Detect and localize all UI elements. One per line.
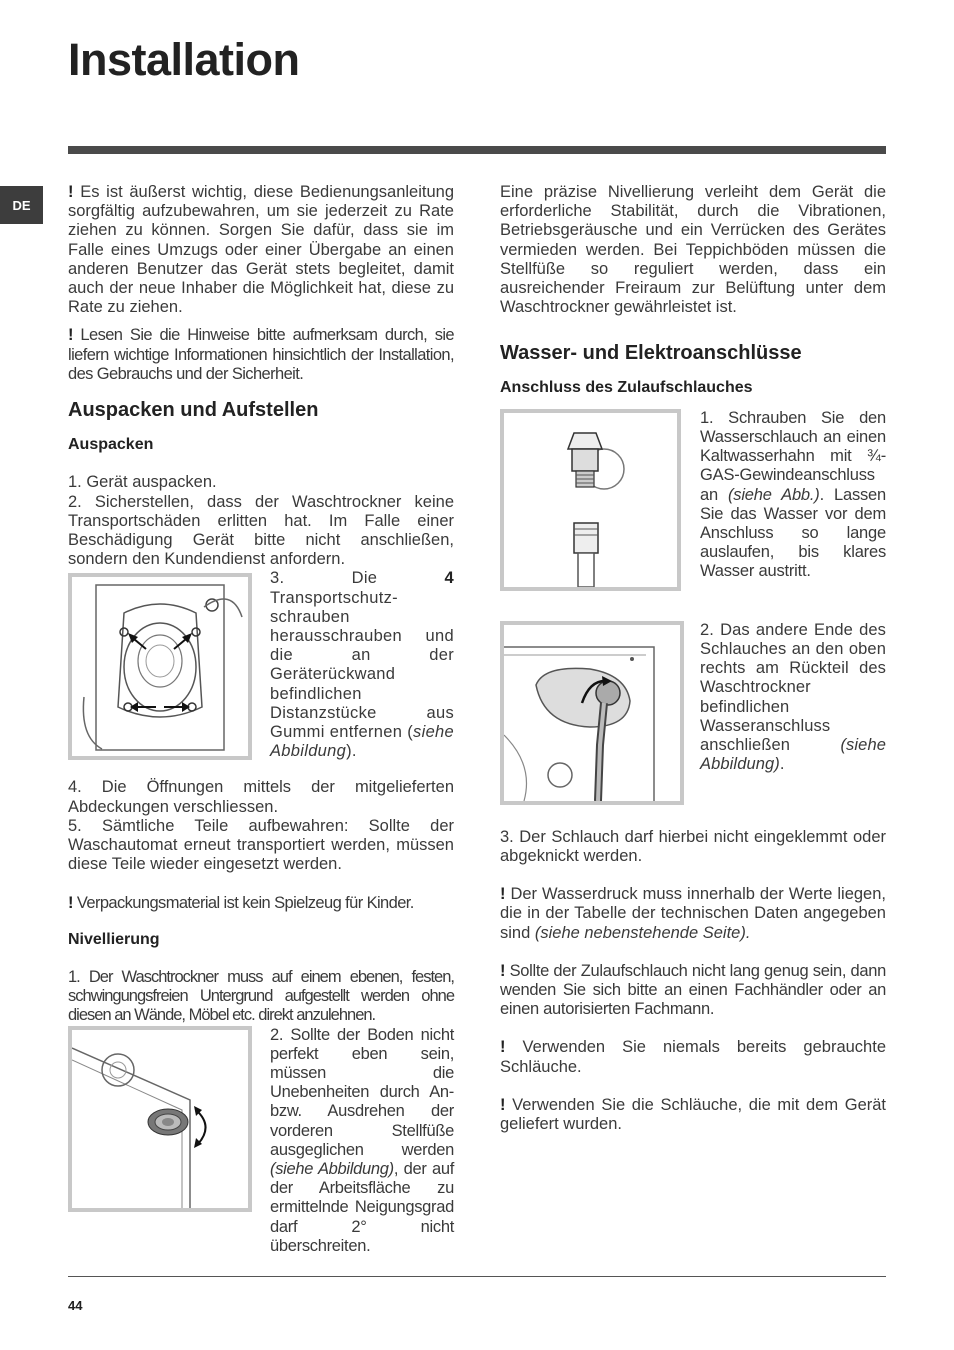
step-1: 1. Gerät auspacken. (68, 473, 217, 492)
step-3-row (68, 569, 454, 761)
warning-mark: ! (68, 326, 73, 345)
warning-mark: ! (500, 1095, 506, 1114)
subheading-auspacken: Auspacken (68, 436, 154, 454)
page-title: Installation (68, 34, 300, 85)
tap-and-hose-illustration (504, 413, 677, 587)
leveling-row (68, 1026, 454, 1256)
leveling-step-1: 1. Der Waschtrockner muss auf einem ebenen, festen, schwingungsfreien Untergrund aufgestellt werden ohne diesen an Wände, Möbel etc. direkt anzulehnen. (68, 967, 454, 1025)
machine-inlet-figure (500, 621, 684, 805)
leveling-feet-figure (68, 1026, 252, 1212)
connection-1-row (500, 409, 886, 591)
adjustable-foot-illustration (72, 1030, 248, 1208)
warning-mark: ! (500, 885, 506, 904)
subheading-nivellierung: Nivellierung (68, 930, 160, 948)
warning-supplied-hoses: ! Verwenden Sie die Schläuche, die mit dem Gerät geliefert wurden. (500, 1095, 886, 1134)
warning-hose-length: ! Sollte der Zulaufschlauch nicht lang genug sein, dann wenden Sie sich bitte an einen Fachhändler oder an einen autorisierten Fachmann. (500, 961, 886, 1019)
transport-screws-figure (68, 573, 252, 760)
tap-connection-figure (500, 409, 681, 591)
warning-mark: ! (68, 183, 74, 201)
page-number: 44 (68, 1298, 83, 1313)
leveling-explanation: Eine präzise Nivellierung verleiht dem Gerät die erforderliche Stabilität, durch die Vibrationen, Betriebsgeräusche und ein Verrücken des Gerätes vermieden werden. Bei Teppichböden müssen die Stellfüße so reguliert werden, dass ein ausreichender Freiraum zur Belüftung unter dem Waschtrockner gewährleistet ist. (500, 183, 886, 317)
warning-mark: ! (500, 1038, 506, 1057)
connection-step-2: 2. Das andere Ende des Schlauches an den oben rechts am Rückteil des Waschtrockner befindlichen Wasseranschluss anschließen (siehe Abbildung). (700, 620, 886, 774)
packaging-note: ! Verpackungsmaterial ist kein Spielzeug für Kinder. (68, 893, 414, 912)
connection-step-1: 1. Schrauben Sie den Wasserschlauch an einen Kaltwasserhahn mit ¾-GAS-Gewindeanschluss an (siehe Abb.). Lassen Sie das Wasser vor dem Anschluss so lange auslaufen, bis klares Wasser austritt. (700, 408, 886, 581)
heading-anschluesse: Wasser- und Elektroanschlüsse (500, 342, 802, 365)
step-4: 4. Die Öffnungen mittels der mitgelieferten Abdeckungen verschliessen. (68, 778, 454, 816)
connection-step-3: 3. Der Schlauch darf hierbei nicht eingeklemmt oder abgeknickt werden. (500, 827, 886, 866)
leveling-step-2: 2. Sollte der Boden nicht perfekt eben sein, müssen die Unebenheiten durch An- bzw. Ausdrehen der vorderen Stellfüße ausgeglichen werden (siehe Abbildung), der auf der Arbeitsfläche zu ermittelnde Neigungsgrad darf 2° nicht überschreiten. (270, 1025, 454, 1255)
header-rule (68, 146, 886, 154)
inlet-hose-illustration (504, 625, 680, 801)
intro-paragraph-2: ! Lesen Sie die Hinweise bitte aufmerksam durch, sie liefern wichtige Informationen hinsichtlich der Installation, des Gebrauchs und der Sicherheit. (68, 326, 454, 383)
warning-pressure: ! Der Wasserdruck muss innerhalb der Werte liegen, die in der Tabelle der technischen Daten angegeben sind (siehe nebenstehende Seite). (500, 885, 886, 942)
step-5: 5. Sämtliche Teile aufbewahren: Sollte der Waschautomat erneut transportiert werden, müssen diese Teile wieder eingesetzt werden. (68, 816, 454, 874)
language-tab: DE (0, 186, 43, 224)
warning-mark: ! (500, 961, 506, 980)
washer-back-illustration (72, 577, 248, 756)
left-column (68, 183, 454, 1256)
step-2: 2. Sicherstellen, dass der Waschtrockner keine Transportschäden erlitten hat. Im Falle einer Beschädigung Gerät bitte nicht anschließen, sondern den Kundendienst anfordern. (68, 492, 454, 569)
connection-2-row (500, 621, 886, 805)
warning-used-hoses: ! Verwenden Sie niemals bereits gebrauchte Schläuche. (500, 1038, 886, 1076)
intro-paragraph-1: ! Es ist äußerst wichtig, diese Bedienungsanleitung sorgfältig aufzubewahren, um sie jederzeit zu Rate ziehen zu können. Sorgen Sie dafür, dass sie im Falle eines Umzugs oder einer Übergabe an einen anderen Benutzer das Gerät stets begleitet, damit auch der neue Inhaber die Möglichkeit hat, diese zu Rate zu ziehen. (68, 183, 454, 317)
subheading-zulaufschlauch: Anschluss des Zulaufschlauches (500, 378, 753, 396)
right-column (500, 183, 886, 1134)
warning-mark: ! (68, 893, 73, 912)
footer-rule (68, 1276, 886, 1277)
heading-auspacken-aufstellen: Auspacken und Aufstellen (68, 399, 319, 422)
step-3: 3. Die 4 Transportschutz-schrauben herausschrauben und die an der Geräterückwand befindlichen Distanzstücke aus Gummi entfernen (siehe Abbildung). (270, 569, 454, 761)
